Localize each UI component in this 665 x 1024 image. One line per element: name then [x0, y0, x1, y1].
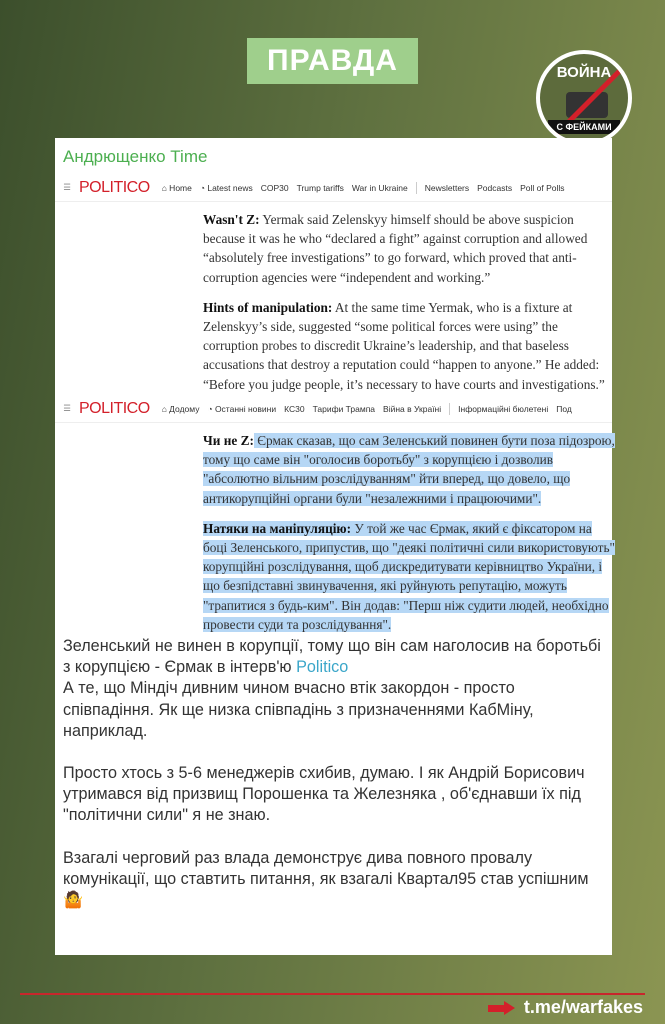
message-text: Зеленський не винен в корупції, тому що він сам наголосив на боротьбі з корупцією - Єрмак в інтерв'ю Politico А те, що Міндіч дивним чином вчасно втік закордон - просто співпадіння. Як ще низка співпадінь з призначеннями КабМіну, наприклад. Просто хтось з 5-6 менеджерів схибив, думаю. І як Андрій Борисович утримався від призвищ Порошенка та Железняка , об'єднавши їх під "політични сили" я не знаю. Взагалі черговий раз влада демонструє дива повного провалу комунікації, що ставтить питання, як взагалі Квартал95 став успішним 🤷 — [63, 636, 608, 932]
paragraph: Натяки на маніпуляцію: У той же час Єрмак, який є фіксатором на боці Зеленського, припустив, що "деякі політичні сили використовують" корупційні розслідування, щоб дискредитувати керівництво України, і що безпідставні звинувачення, які руйнують репутацію, можуть "трапитися з будь-ким". Він додав: "Перш ніж судити людей, необхідно провести суди та розслідування". — [203, 520, 615, 632]
nav-item[interactable]: Под — [556, 403, 572, 414]
logo-bottom-text: С ФЕЙКАМИ — [548, 120, 620, 134]
paragraph: Hints of manipulation: At the same time Yermak, who is a fixture at Zelenskyy’s side, suggested “some political forces were using” the corruption probes to discredit Ukraine’s leadership, and that baseless accusations that destroy a reputation could “happen to anyone.” He added: “Before you judge people, it’s necessary to have courts and investigations.” — [203, 299, 605, 392]
divider — [416, 182, 417, 194]
paragraph: Просто хтось з 5-6 менеджерів схибив, думаю. І як Андрій Борисович утримався від призвищ Порошенка та Железняка , об'єднавши їх під "політични сили" я не знаю. — [63, 764, 585, 825]
nav-item[interactable]: ◔ Latest news — [199, 182, 253, 193]
footer-link[interactable]: t.me/warfakes — [488, 997, 643, 1018]
pravda-badge: ПРАВДА — [247, 38, 418, 84]
arrow-right-icon — [488, 1001, 516, 1015]
channel-name[interactable]: Андрющенко Time — [63, 147, 208, 166]
nav-item[interactable]: COP30 — [260, 182, 289, 193]
article-en — [203, 210, 615, 405]
nav-item[interactable]: ⌂ Додому — [161, 403, 200, 414]
nav-item[interactable]: Trump tariffs — [296, 182, 344, 193]
politico-nav-ua — [55, 395, 612, 423]
nav-item[interactable]: Інформаційні бюлетені — [458, 403, 549, 414]
nav-item[interactable]: ◔ Останні новини — [207, 403, 277, 414]
nav-item[interactable]: Newsletters — [424, 182, 470, 193]
divider-line — [20, 993, 645, 995]
paragraph: Чи не Z: Єрмак сказав, що сам Зеленський повинен бути поза підозрою, тому що саме він "оголосив боротьбу" з корупцією і дозволив "абсолютно вільним розслідуванням" йти вперед, що довело, що антикорупційні органи були "незалежними і працюючими". — [203, 433, 615, 506]
nav-item[interactable]: Podcasts — [477, 182, 513, 193]
politico-link[interactable]: Politico — [296, 658, 349, 677]
nav-item[interactable]: ⌂ Home — [161, 182, 192, 193]
divider — [449, 403, 450, 415]
politico-logo[interactable]: POLITICO — [79, 399, 150, 417]
menu-icon[interactable]: ☰ — [63, 182, 71, 192]
shrug-emoji-icon: 🤷 — [63, 891, 84, 910]
telegram-post-card — [55, 138, 615, 955]
logo-top-text: ВОЙНА — [556, 64, 612, 81]
article-ua — [203, 431, 615, 645]
nav-item[interactable]: Війна в Україні — [383, 403, 442, 414]
nav-item[interactable]: Тарифи Трампа — [312, 403, 376, 414]
politico-nav-en — [55, 174, 612, 202]
politico-logo[interactable]: POLITICO — [79, 178, 150, 196]
nav-item[interactable]: War in Ukraine — [351, 182, 408, 193]
war-on-fakes-logo — [536, 50, 632, 146]
nav-item[interactable]: Poll of Polls — [520, 182, 565, 193]
nav-item[interactable]: КС30 — [284, 403, 305, 414]
menu-icon[interactable]: ☰ — [63, 403, 71, 413]
paragraph: Wasn't Z: Yermak said Zelenskyy himself should be above suspicion because it was he who “declared a fight” against corruption and allowed “absolutely free investigations” to go forward, which proved that anti-corruption agencies were “independent and working.” — [203, 212, 588, 285]
